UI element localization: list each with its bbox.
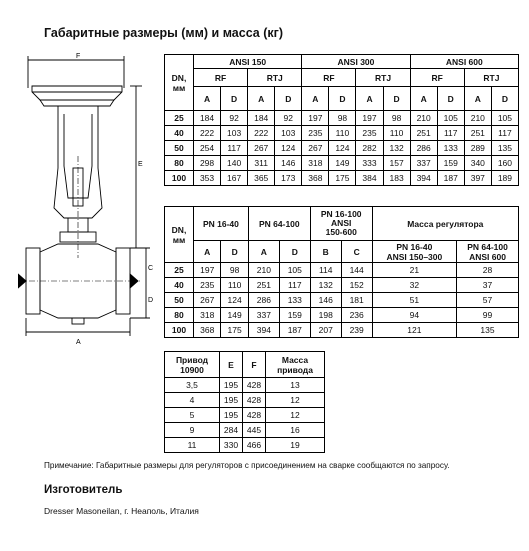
table-cell: 152 [341,278,372,293]
table-cell: 445 [243,423,266,438]
table-cell: 135 [491,141,518,156]
table-cell: 428 [243,378,266,393]
table-row [165,171,519,186]
group-header: PN 16-100 ANSI 150-600 [310,207,372,241]
table-cell: 132 [383,141,410,156]
row-label: 40 [165,126,194,141]
table-cell: 189 [491,171,518,186]
group-header: PN 16-40 [194,207,249,241]
row-label: 4 [165,393,220,408]
table-cell: 251 [248,278,279,293]
table-cell: 110 [329,126,356,141]
table-cell: 267 [248,141,275,156]
table-cell: 289 [464,141,491,156]
table-cell: 94 [372,308,456,323]
table-cell: 187 [437,171,464,186]
table-cell: 384 [356,171,383,186]
note-text: Примечание: Габаритные размеры для регуляторов с присоединением на сварке сообщаются по запросу. [44,461,450,470]
table-cell: 159 [437,156,464,171]
table-cell: 267 [302,141,329,156]
table-cell: 98 [329,111,356,126]
subgroup-header: RTJ [464,69,518,87]
mass-col-header: PN 64-100 ANSI 600 [457,241,519,263]
table-cell: 175 [221,323,248,338]
table-cell: 146 [310,293,341,308]
table-cell: 92 [221,111,248,126]
table-cell: 12 [266,408,325,423]
table-cell: 146 [275,156,302,171]
table-cell: 149 [221,308,248,323]
table-cell: 13 [266,378,325,393]
table-cell: 197 [194,263,221,278]
group-header: ANSI 300 [302,55,410,69]
table-cell: 187 [279,323,310,338]
dim-label-d: D [148,297,154,304]
table-cell: 340 [464,156,491,171]
table-cell: 236 [341,308,372,323]
dim-label-a: A [76,339,81,346]
table-cell: 222 [248,126,275,141]
table-cell: 251 [464,126,491,141]
mass-col-header: PN 16-40 ANSI 150–300 [372,241,456,263]
table-cell: 117 [437,126,464,141]
table-cell: 311 [248,156,275,171]
col-header: F [243,352,266,378]
table-cell: 197 [356,111,383,126]
table-cell: 428 [243,408,266,423]
col-header: A [410,87,437,111]
table-cell: 135 [457,323,519,338]
col-header: D [221,241,248,263]
dn-header: DN, мм [165,55,194,111]
table-cell: 318 [302,156,329,171]
col-header: A [356,87,383,111]
table-row [165,278,519,293]
table-cell: 337 [410,156,437,171]
table-row [165,141,519,156]
row-label: 3,5 [165,378,220,393]
table-cell: 103 [221,126,248,141]
table-cell: 286 [410,141,437,156]
table-cell: 284 [220,423,243,438]
manufacturer-text: Dresser Masoneilan, г. Неаполь, Италия [44,506,199,516]
row-label: 80 [165,308,194,323]
table-cell: 110 [221,278,248,293]
table-cell: 37 [457,278,519,293]
table-cell: 103 [275,126,302,141]
col-header: D [437,87,464,111]
table-cell: 198 [310,308,341,323]
table-cell: 318 [194,308,221,323]
valve-drawing [18,48,160,350]
table-cell: 330 [220,438,243,453]
table-row [165,156,519,171]
table-cell: 105 [491,111,518,126]
row-label: 40 [165,278,194,293]
table-cell: 159 [279,308,310,323]
table-cell: 337 [248,308,279,323]
table-cell: 365 [248,171,275,186]
dn-header: DN, мм [165,207,194,263]
table-cell: 466 [243,438,266,453]
row-label: 80 [165,156,194,171]
row-label: 50 [165,141,194,156]
col-header: D [279,241,310,263]
row-label: 9 [165,423,220,438]
table-cell: 235 [194,278,221,293]
table-cell: 98 [221,263,248,278]
col-header: Масса привода [266,352,325,378]
table-cell: 254 [194,141,221,156]
table-cell: 368 [194,323,221,338]
table-cell: 140 [221,156,248,171]
table-cell: 51 [372,293,456,308]
col-header: D [383,87,410,111]
dim-label-f: F [76,53,81,60]
table-cell: 105 [279,263,310,278]
table-cell: 117 [221,141,248,156]
ansi-dimensions-table [164,54,519,186]
table-cell: 195 [220,378,243,393]
table-cell: 210 [410,111,437,126]
actuator-table [164,351,325,453]
table-cell: 210 [464,111,491,126]
col-header: A [464,87,491,111]
table-cell: 368 [302,171,329,186]
table-cell: 251 [410,126,437,141]
table-cell: 117 [491,126,518,141]
table-row [165,423,325,438]
group-header: PN 64-100 [248,207,310,241]
table-cell: 32 [372,278,456,293]
table-cell: 197 [302,111,329,126]
table-cell: 183 [383,171,410,186]
table-cell: 173 [275,171,302,186]
table-cell: 124 [329,141,356,156]
table-cell: 19 [266,438,325,453]
dim-label-e: E [138,161,143,168]
table-cell: 207 [310,323,341,338]
col-header: D [491,87,518,111]
table-cell: 92 [275,111,302,126]
table-row [165,378,325,393]
row-label: 5 [165,408,220,423]
table-cell: 132 [310,278,341,293]
row-label: 100 [165,171,194,186]
page-title: Габаритные размеры (мм) и масса (кг) [44,26,284,40]
table-cell: 105 [437,111,464,126]
row-label: 50 [165,293,194,308]
table-row [165,308,519,323]
table-cell: 394 [248,323,279,338]
table-cell: 333 [356,156,383,171]
table-cell: 181 [341,293,372,308]
table-cell: 235 [302,126,329,141]
mass-header: Масса регулятора [372,207,518,241]
pn-dimensions-table [164,206,519,338]
table-cell: 195 [220,408,243,423]
table-cell: 428 [243,393,266,408]
table-cell: 210 [248,263,279,278]
subgroup-header: RF [302,69,356,87]
table-cell: 397 [464,171,491,186]
row-label: 25 [165,263,194,278]
table-cell: 267 [194,293,221,308]
table-cell: 133 [437,141,464,156]
table-cell: 286 [248,293,279,308]
table-cell: 16 [266,423,325,438]
col-header: A [194,241,221,263]
table-cell: 110 [383,126,410,141]
col-header: A [248,241,279,263]
table-row [165,408,325,423]
manufacturer-heading: Изготовитель [44,484,123,496]
col-header: D [275,87,302,111]
subgroup-header: RF [194,69,248,87]
table-cell: 282 [356,141,383,156]
row-label: 25 [165,111,194,126]
table-row [165,323,519,338]
table-cell: 353 [194,171,221,186]
table-cell: 21 [372,263,456,278]
col-header: B [310,241,341,263]
table-cell: 149 [329,156,356,171]
table-row [165,293,519,308]
row-label: 100 [165,323,194,338]
table-cell: 57 [457,293,519,308]
dim-label-c: C [148,265,154,272]
subgroup-header: RF [410,69,464,87]
col-header: A [302,87,329,111]
table-cell: 222 [194,126,221,141]
table-cell: 121 [372,323,456,338]
table-cell: 184 [194,111,221,126]
table-cell: 99 [457,308,519,323]
subgroup-header: RTJ [356,69,410,87]
col-header: A [194,87,221,111]
table-cell: 175 [329,171,356,186]
table-row [165,263,519,278]
table-cell: 124 [275,141,302,156]
table-cell: 12 [266,393,325,408]
group-header: ANSI 150 [194,55,302,69]
table-cell: 239 [341,323,372,338]
table-cell: 114 [310,263,341,278]
table-row [165,111,519,126]
table-cell: 167 [221,171,248,186]
subgroup-header: RTJ [248,69,302,87]
table-cell: 298 [194,156,221,171]
table-cell: 160 [491,156,518,171]
table-cell: 394 [410,171,437,186]
table-cell: 98 [383,111,410,126]
table-cell: 157 [383,156,410,171]
col-header: D [221,87,248,111]
table-row [165,126,519,141]
table-cell: 184 [248,111,275,126]
row-label: 11 [165,438,220,453]
table-cell: 117 [279,278,310,293]
col-header: E [220,352,243,378]
table-cell: 133 [279,293,310,308]
table-cell: 28 [457,263,519,278]
table-cell: 124 [221,293,248,308]
col-header: C [341,241,372,263]
table-cell: 235 [356,126,383,141]
col-header: Привод 10900 [165,352,220,378]
table-row [165,393,325,408]
col-header: D [329,87,356,111]
table-cell: 195 [220,393,243,408]
table-row [165,438,325,453]
col-header: A [248,87,275,111]
group-header: ANSI 600 [410,55,518,69]
table-cell: 144 [341,263,372,278]
